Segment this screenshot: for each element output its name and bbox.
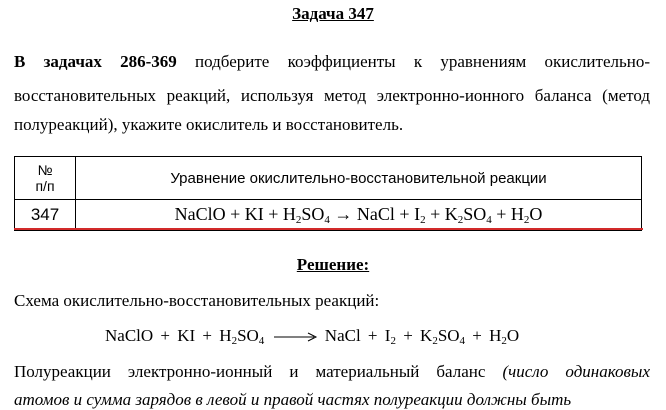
reaction-arrow: →: [334, 204, 353, 224]
eq-sub: 4: [324, 214, 330, 226]
paragraph-continuation: атомов и сумма зарядов в левой и правой частях полуреакции должны быть: [14, 390, 572, 409]
eq-part: NaClO + KI + H: [105, 326, 232, 345]
header-equation-cell: Уравнение окислительно-восстановительной реакции: [76, 157, 642, 200]
eq-part: + H: [465, 326, 502, 345]
intro-bold: В задачах 286-369: [14, 52, 177, 71]
intro-line-2: восстановительных реакций, используя метод электронно-ионного баланса (метод: [14, 86, 650, 105]
eq-part: O: [529, 204, 543, 224]
intro-line-3: полуреакций), укажите окислитель и восстановитель.: [14, 115, 404, 134]
paragraph-text: Полуреакции электронно-ионный и материальный баланс: [14, 362, 503, 381]
eq-part: + K: [425, 204, 458, 224]
eq-sub: 2: [390, 335, 396, 347]
eq-part: SO: [463, 204, 487, 224]
intro-line-1: [14, 48, 650, 76]
table-header-row: [15, 157, 642, 200]
eq-sub: 4: [258, 335, 265, 347]
eq-part: + K: [395, 326, 433, 345]
intro-line-1-rest: подберите коэффициенты к уравнениям окислительно-: [176, 52, 650, 71]
eq-part: SO: [237, 326, 259, 345]
reaction-table: [14, 156, 642, 231]
row-red-underline: [14, 228, 643, 230]
table-row: [15, 200, 642, 231]
eq-part: SO: [301, 204, 325, 224]
eq-part: NaCl + I: [324, 326, 391, 345]
header-number-abbr: п/п: [35, 178, 55, 194]
eq-sub: 4: [486, 214, 492, 226]
reaction-equation-cell: [76, 200, 642, 231]
eq-part: NaCl + I: [352, 204, 421, 224]
scheme-caption: Схема окислительно-восстановительных реакций:: [14, 291, 380, 310]
task-title: Задача 347: [292, 4, 374, 23]
eq-sub: 4: [459, 335, 466, 347]
eq-sub: 2: [231, 335, 238, 347]
eq-part: + H: [491, 204, 524, 224]
eq-sub: 2: [432, 335, 438, 347]
long-arrow-icon: [272, 332, 318, 342]
eq-sub: 2: [523, 214, 530, 226]
eq-sub: 2: [457, 214, 464, 226]
eq-part: SO: [437, 326, 460, 345]
paragraph-italic: (число одинаковых: [502, 362, 650, 381]
header-number-cell: [15, 157, 76, 200]
eq-sub: 2: [420, 214, 426, 226]
header-number-symbol: №: [37, 162, 53, 178]
eq-part: O: [506, 326, 520, 345]
eq-sub: 2: [295, 214, 302, 226]
eq-part: NaClO + KI + H: [174, 204, 296, 224]
half-reactions-paragraph: [14, 362, 650, 382]
scheme-equation: [105, 326, 519, 347]
solution-title: Решение:: [296, 255, 370, 274]
row-number-cell: 347: [15, 200, 76, 231]
eq-sub: 2: [501, 335, 507, 347]
